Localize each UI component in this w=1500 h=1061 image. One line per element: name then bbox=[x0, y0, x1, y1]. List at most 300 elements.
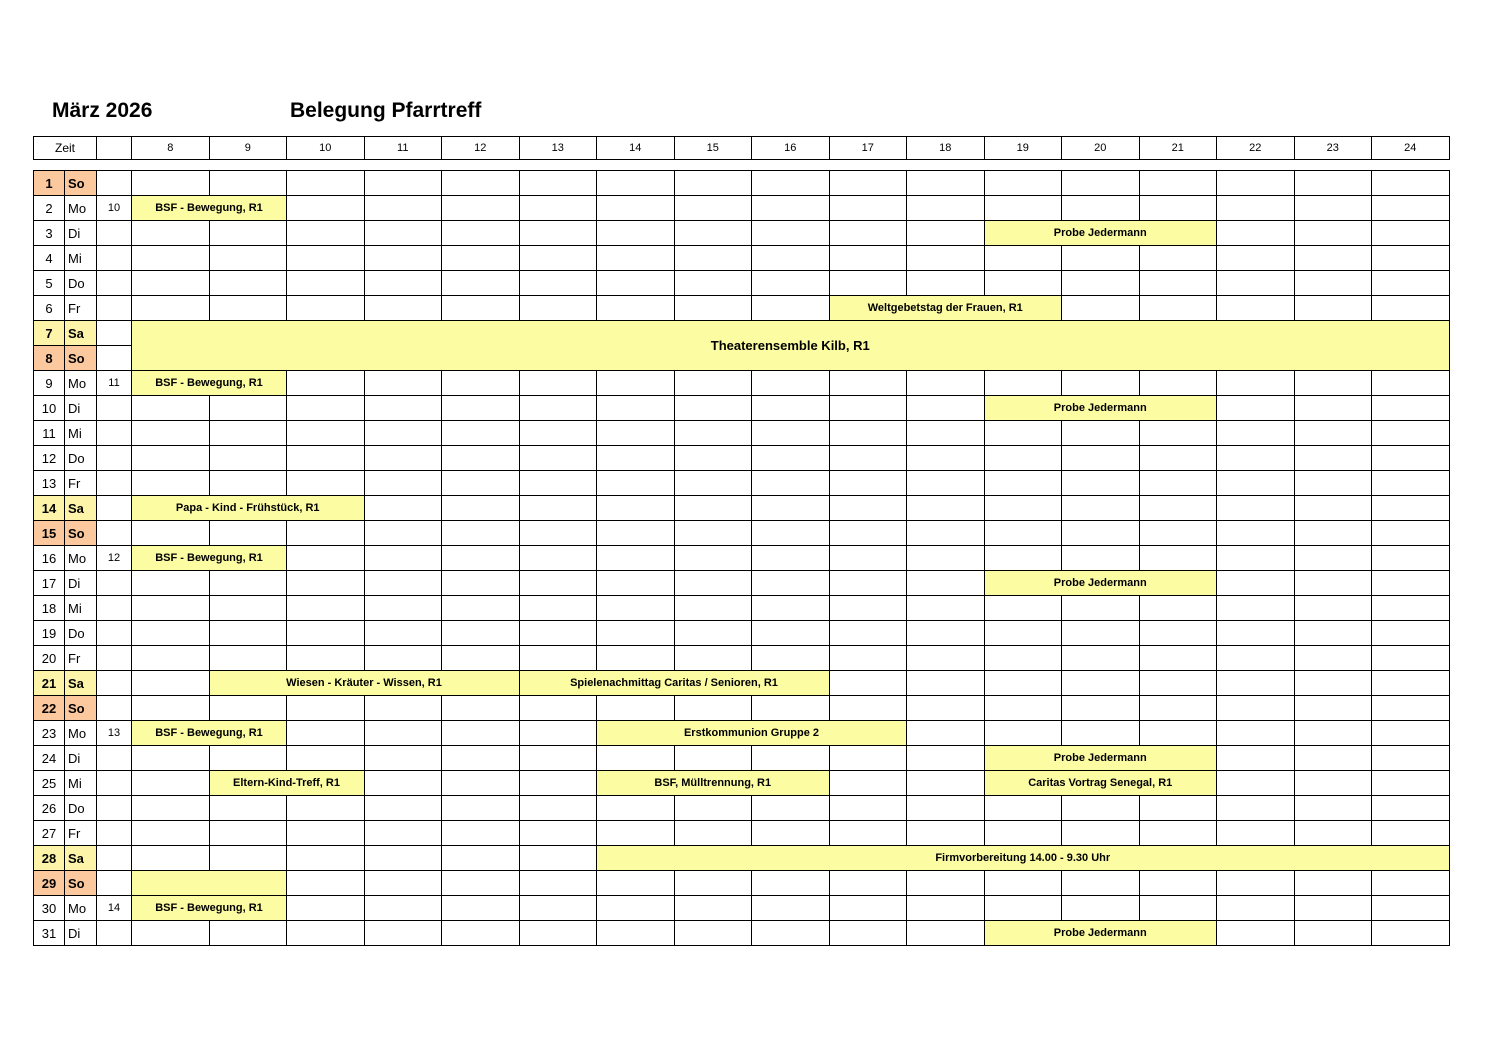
hour-cell[interactable] bbox=[1217, 246, 1295, 271]
hour-cell[interactable] bbox=[132, 271, 210, 296]
hour-cell[interactable] bbox=[287, 871, 365, 896]
hour-cell[interactable] bbox=[1217, 621, 1295, 646]
booking-event[interactable]: Eltern-Kind-Treff, R1 bbox=[209, 771, 364, 796]
hour-cell[interactable] bbox=[519, 546, 597, 571]
hour-cell[interactable] bbox=[209, 596, 287, 621]
hour-cell[interactable] bbox=[1372, 421, 1450, 446]
hour-cell[interactable] bbox=[1372, 296, 1450, 321]
hour-cell[interactable] bbox=[519, 621, 597, 646]
hour-cell[interactable] bbox=[1372, 621, 1450, 646]
hour-cell[interactable] bbox=[364, 846, 442, 871]
hour-cell[interactable] bbox=[287, 371, 365, 396]
hour-cell[interactable] bbox=[674, 196, 752, 221]
hour-cell[interactable] bbox=[519, 821, 597, 846]
hour-cell[interactable] bbox=[752, 696, 830, 721]
hour-cell[interactable] bbox=[984, 721, 1062, 746]
hour-cell[interactable] bbox=[1217, 571, 1295, 596]
hour-cell[interactable] bbox=[829, 896, 907, 921]
hour-cell[interactable] bbox=[209, 746, 287, 771]
hour-cell[interactable] bbox=[829, 696, 907, 721]
hour-cell[interactable] bbox=[1139, 696, 1217, 721]
hour-cell[interactable] bbox=[519, 296, 597, 321]
hour-cell[interactable] bbox=[907, 371, 985, 396]
hour-cell[interactable] bbox=[1372, 821, 1450, 846]
hour-cell[interactable] bbox=[364, 546, 442, 571]
booking-event[interactable]: Probe Jedermann bbox=[984, 396, 1217, 421]
hour-cell[interactable] bbox=[132, 696, 210, 721]
hour-cell[interactable] bbox=[442, 921, 520, 946]
hour-cell[interactable] bbox=[1294, 221, 1372, 246]
hour-cell[interactable] bbox=[907, 696, 985, 721]
hour-cell[interactable] bbox=[287, 196, 365, 221]
hour-cell[interactable] bbox=[674, 271, 752, 296]
hour-cell[interactable] bbox=[674, 546, 752, 571]
hour-cell[interactable] bbox=[442, 721, 520, 746]
hour-cell[interactable] bbox=[752, 396, 830, 421]
hour-cell[interactable] bbox=[364, 296, 442, 321]
hour-cell[interactable] bbox=[597, 471, 675, 496]
hour-cell[interactable] bbox=[674, 446, 752, 471]
hour-cell[interactable] bbox=[1062, 446, 1140, 471]
hour-cell[interactable] bbox=[442, 371, 520, 396]
hour-cell[interactable] bbox=[442, 821, 520, 846]
hour-cell[interactable] bbox=[132, 796, 210, 821]
hour-cell[interactable] bbox=[597, 221, 675, 246]
hour-cell[interactable] bbox=[829, 621, 907, 646]
hour-cell[interactable] bbox=[132, 221, 210, 246]
hour-cell[interactable] bbox=[1139, 496, 1217, 521]
hour-cell[interactable] bbox=[1139, 471, 1217, 496]
hour-cell[interactable] bbox=[752, 821, 830, 846]
hour-cell[interactable] bbox=[907, 621, 985, 646]
booking-event[interactable]: Probe Jedermann bbox=[984, 571, 1217, 596]
hour-cell[interactable] bbox=[1294, 546, 1372, 571]
hour-cell[interactable] bbox=[1139, 421, 1217, 446]
hour-cell[interactable] bbox=[364, 471, 442, 496]
hour-cell[interactable] bbox=[519, 771, 597, 796]
hour-cell[interactable] bbox=[829, 921, 907, 946]
hour-cell[interactable] bbox=[1294, 521, 1372, 546]
hour-cell[interactable] bbox=[287, 621, 365, 646]
hour-cell[interactable] bbox=[752, 371, 830, 396]
hour-cell[interactable] bbox=[1294, 446, 1372, 471]
hour-cell[interactable] bbox=[674, 521, 752, 546]
hour-cell[interactable] bbox=[1139, 246, 1217, 271]
hour-cell[interactable] bbox=[1062, 546, 1140, 571]
hour-cell[interactable] bbox=[1294, 396, 1372, 421]
hour-cell[interactable] bbox=[364, 571, 442, 596]
hour-cell[interactable] bbox=[287, 646, 365, 671]
hour-cell[interactable] bbox=[442, 196, 520, 221]
hour-cell[interactable] bbox=[1294, 371, 1372, 396]
hour-cell[interactable] bbox=[597, 521, 675, 546]
hour-cell[interactable] bbox=[1294, 596, 1372, 621]
hour-cell[interactable] bbox=[442, 546, 520, 571]
hour-cell[interactable] bbox=[1217, 296, 1295, 321]
hour-cell[interactable] bbox=[1139, 821, 1217, 846]
hour-cell[interactable] bbox=[519, 471, 597, 496]
hour-cell[interactable] bbox=[907, 221, 985, 246]
hour-cell[interactable] bbox=[674, 621, 752, 646]
hour-cell[interactable] bbox=[1294, 671, 1372, 696]
hour-cell[interactable] bbox=[752, 871, 830, 896]
hour-cell[interactable] bbox=[1062, 171, 1140, 196]
hour-cell[interactable] bbox=[1217, 921, 1295, 946]
hour-cell[interactable] bbox=[1372, 871, 1450, 896]
hour-cell[interactable] bbox=[1294, 171, 1372, 196]
hour-cell[interactable] bbox=[132, 846, 210, 871]
hour-cell[interactable] bbox=[364, 921, 442, 946]
hour-cell[interactable] bbox=[829, 246, 907, 271]
hour-cell[interactable] bbox=[1294, 746, 1372, 771]
hour-cell[interactable] bbox=[1294, 696, 1372, 721]
hour-cell[interactable] bbox=[519, 746, 597, 771]
hour-cell[interactable] bbox=[597, 746, 675, 771]
booking-event[interactable]: BSF - Bewegung, R1 bbox=[132, 546, 287, 571]
hour-cell[interactable] bbox=[1062, 271, 1140, 296]
hour-cell[interactable] bbox=[1217, 721, 1295, 746]
hour-cell[interactable] bbox=[984, 471, 1062, 496]
hour-cell[interactable] bbox=[442, 571, 520, 596]
hour-cell[interactable] bbox=[364, 721, 442, 746]
hour-cell[interactable] bbox=[209, 246, 287, 271]
hour-cell[interactable] bbox=[364, 221, 442, 246]
hour-cell[interactable] bbox=[597, 496, 675, 521]
hour-cell[interactable] bbox=[984, 896, 1062, 921]
hour-cell[interactable] bbox=[1139, 296, 1217, 321]
hour-cell[interactable] bbox=[752, 471, 830, 496]
hour-cell[interactable] bbox=[442, 846, 520, 871]
hour-cell[interactable] bbox=[1139, 546, 1217, 571]
hour-cell[interactable] bbox=[1217, 596, 1295, 621]
hour-cell[interactable] bbox=[209, 646, 287, 671]
hour-cell[interactable] bbox=[132, 421, 210, 446]
hour-cell[interactable] bbox=[752, 896, 830, 921]
hour-cell[interactable] bbox=[674, 246, 752, 271]
hour-cell[interactable] bbox=[1217, 746, 1295, 771]
booking-event[interactable]: BSF, Mülltrennung, R1 bbox=[597, 771, 830, 796]
hour-cell[interactable] bbox=[132, 646, 210, 671]
hour-cell[interactable] bbox=[442, 296, 520, 321]
hour-cell[interactable] bbox=[1372, 921, 1450, 946]
hour-cell[interactable] bbox=[597, 446, 675, 471]
hour-cell[interactable] bbox=[674, 421, 752, 446]
hour-cell[interactable] bbox=[829, 446, 907, 471]
hour-cell[interactable] bbox=[1062, 246, 1140, 271]
hour-cell[interactable] bbox=[597, 696, 675, 721]
hour-cell[interactable] bbox=[132, 571, 210, 596]
hour-cell[interactable] bbox=[209, 571, 287, 596]
hour-cell[interactable] bbox=[1294, 271, 1372, 296]
hour-cell[interactable] bbox=[1062, 621, 1140, 646]
hour-cell[interactable] bbox=[519, 496, 597, 521]
hour-cell[interactable] bbox=[907, 896, 985, 921]
hour-cell[interactable] bbox=[984, 521, 1062, 546]
hour-cell[interactable] bbox=[829, 821, 907, 846]
hour-cell[interactable] bbox=[752, 496, 830, 521]
hour-cell[interactable] bbox=[519, 396, 597, 421]
hour-cell[interactable] bbox=[364, 621, 442, 646]
hour-cell[interactable] bbox=[1217, 821, 1295, 846]
hour-cell[interactable] bbox=[1372, 521, 1450, 546]
hour-cell[interactable] bbox=[597, 421, 675, 446]
hour-cell[interactable] bbox=[1294, 721, 1372, 746]
hour-cell[interactable] bbox=[1372, 271, 1450, 296]
hour-cell[interactable] bbox=[907, 721, 985, 746]
hour-cell[interactable] bbox=[209, 271, 287, 296]
hour-cell[interactable] bbox=[364, 246, 442, 271]
hour-cell[interactable] bbox=[287, 796, 365, 821]
hour-cell[interactable] bbox=[674, 571, 752, 596]
hour-cell[interactable] bbox=[519, 246, 597, 271]
hour-cell[interactable] bbox=[209, 796, 287, 821]
hour-cell[interactable] bbox=[519, 196, 597, 221]
hour-cell[interactable] bbox=[442, 246, 520, 271]
hour-cell[interactable] bbox=[519, 271, 597, 296]
hour-cell[interactable] bbox=[1372, 221, 1450, 246]
hour-cell[interactable] bbox=[597, 196, 675, 221]
hour-cell[interactable] bbox=[752, 196, 830, 221]
hour-cell[interactable] bbox=[829, 746, 907, 771]
hour-cell[interactable] bbox=[1062, 646, 1140, 671]
hour-cell[interactable] bbox=[829, 571, 907, 596]
hour-cell[interactable] bbox=[829, 196, 907, 221]
hour-cell[interactable] bbox=[1139, 621, 1217, 646]
hour-cell[interactable] bbox=[907, 471, 985, 496]
hour-cell[interactable] bbox=[1062, 871, 1140, 896]
hour-cell[interactable] bbox=[597, 921, 675, 946]
hour-cell[interactable] bbox=[829, 471, 907, 496]
hour-cell[interactable] bbox=[752, 171, 830, 196]
hour-cell[interactable] bbox=[1217, 771, 1295, 796]
hour-cell[interactable] bbox=[984, 546, 1062, 571]
hour-cell[interactable] bbox=[674, 746, 752, 771]
hour-cell[interactable] bbox=[1062, 421, 1140, 446]
hour-cell[interactable] bbox=[674, 496, 752, 521]
hour-cell[interactable] bbox=[752, 221, 830, 246]
hour-cell[interactable] bbox=[752, 921, 830, 946]
booking-event[interactable]: BSF - Bewegung, R1 bbox=[132, 196, 287, 221]
hour-cell[interactable] bbox=[597, 396, 675, 421]
hour-cell[interactable] bbox=[674, 471, 752, 496]
hour-cell[interactable] bbox=[209, 296, 287, 321]
hour-cell[interactable] bbox=[907, 746, 985, 771]
hour-cell[interactable] bbox=[1372, 471, 1450, 496]
hour-cell[interactable] bbox=[132, 246, 210, 271]
hour-cell[interactable] bbox=[752, 521, 830, 546]
hour-cell[interactable] bbox=[442, 621, 520, 646]
hour-cell[interactable] bbox=[829, 371, 907, 396]
hour-cell[interactable] bbox=[519, 221, 597, 246]
hour-cell[interactable] bbox=[1062, 821, 1140, 846]
hour-cell[interactable] bbox=[984, 596, 1062, 621]
hour-cell[interactable] bbox=[287, 596, 365, 621]
hour-cell[interactable] bbox=[519, 446, 597, 471]
hour-cell[interactable] bbox=[674, 696, 752, 721]
hour-cell[interactable] bbox=[984, 421, 1062, 446]
hour-cell[interactable] bbox=[442, 521, 520, 546]
hour-cell[interactable] bbox=[287, 921, 365, 946]
hour-cell[interactable] bbox=[674, 821, 752, 846]
hour-cell[interactable] bbox=[132, 746, 210, 771]
hour-cell[interactable] bbox=[209, 396, 287, 421]
hour-cell[interactable] bbox=[907, 546, 985, 571]
hour-cell[interactable] bbox=[1217, 671, 1295, 696]
hour-cell[interactable] bbox=[1372, 446, 1450, 471]
hour-cell[interactable] bbox=[674, 396, 752, 421]
hour-cell[interactable] bbox=[674, 796, 752, 821]
hour-cell[interactable] bbox=[287, 521, 365, 546]
hour-cell[interactable] bbox=[597, 596, 675, 621]
booking-event[interactable]: Theaterensemble Kilb, R1 bbox=[132, 321, 1450, 371]
hour-cell[interactable] bbox=[1139, 896, 1217, 921]
booking-event[interactable]: Weltgebetstag der Frauen, R1 bbox=[829, 296, 1062, 321]
hour-cell[interactable] bbox=[984, 696, 1062, 721]
hour-cell[interactable] bbox=[1294, 896, 1372, 921]
hour-cell[interactable] bbox=[1062, 721, 1140, 746]
hour-cell[interactable] bbox=[442, 421, 520, 446]
hour-cell[interactable] bbox=[907, 171, 985, 196]
hour-cell[interactable] bbox=[209, 821, 287, 846]
hour-cell[interactable] bbox=[1217, 221, 1295, 246]
hour-cell[interactable] bbox=[829, 221, 907, 246]
hour-cell[interactable] bbox=[907, 571, 985, 596]
hour-cell[interactable] bbox=[752, 596, 830, 621]
hour-cell[interactable] bbox=[519, 371, 597, 396]
hour-cell[interactable] bbox=[442, 171, 520, 196]
hour-cell[interactable] bbox=[1294, 796, 1372, 821]
hour-cell[interactable] bbox=[364, 521, 442, 546]
hour-cell[interactable] bbox=[829, 596, 907, 621]
hour-cell[interactable] bbox=[1217, 396, 1295, 421]
hour-cell[interactable] bbox=[442, 221, 520, 246]
hour-cell[interactable] bbox=[907, 421, 985, 446]
hour-cell[interactable] bbox=[364, 896, 442, 921]
hour-cell[interactable] bbox=[364, 196, 442, 221]
hour-cell[interactable] bbox=[984, 821, 1062, 846]
hour-cell[interactable] bbox=[829, 771, 907, 796]
hour-cell[interactable] bbox=[364, 746, 442, 771]
hour-cell[interactable] bbox=[984, 446, 1062, 471]
hour-cell[interactable] bbox=[209, 446, 287, 471]
hour-cell[interactable] bbox=[829, 496, 907, 521]
hour-cell[interactable] bbox=[364, 646, 442, 671]
hour-cell[interactable] bbox=[1217, 546, 1295, 571]
booking-event[interactable]: Wiesen - Kräuter - Wissen, R1 bbox=[209, 671, 519, 696]
hour-cell[interactable] bbox=[1372, 646, 1450, 671]
hour-cell[interactable] bbox=[287, 821, 365, 846]
hour-cell[interactable] bbox=[597, 821, 675, 846]
hour-cell[interactable] bbox=[1217, 646, 1295, 671]
hour-cell[interactable] bbox=[1139, 171, 1217, 196]
hour-cell[interactable] bbox=[984, 496, 1062, 521]
hour-cell[interactable] bbox=[519, 921, 597, 946]
hour-cell[interactable] bbox=[1139, 596, 1217, 621]
hour-cell[interactable] bbox=[907, 771, 985, 796]
hour-cell[interactable] bbox=[984, 621, 1062, 646]
hour-cell[interactable] bbox=[209, 471, 287, 496]
hour-cell[interactable] bbox=[364, 271, 442, 296]
hour-cell[interactable] bbox=[132, 446, 210, 471]
booking-event[interactable]: BSF - Bewegung, R1 bbox=[132, 896, 287, 921]
hour-cell[interactable] bbox=[364, 396, 442, 421]
hour-cell[interactable] bbox=[829, 421, 907, 446]
hour-cell[interactable] bbox=[1217, 271, 1295, 296]
hour-cell[interactable] bbox=[132, 671, 210, 696]
hour-cell[interactable] bbox=[1372, 171, 1450, 196]
hour-cell[interactable] bbox=[752, 421, 830, 446]
hour-cell[interactable] bbox=[209, 846, 287, 871]
hour-cell[interactable] bbox=[519, 796, 597, 821]
hour-cell[interactable] bbox=[984, 871, 1062, 896]
hour-cell[interactable] bbox=[674, 296, 752, 321]
hour-cell[interactable] bbox=[1139, 196, 1217, 221]
hour-cell[interactable] bbox=[984, 196, 1062, 221]
hour-cell[interactable] bbox=[1217, 471, 1295, 496]
hour-cell[interactable] bbox=[287, 271, 365, 296]
hour-cell[interactable] bbox=[519, 571, 597, 596]
hour-cell[interactable] bbox=[907, 246, 985, 271]
hour-cell[interactable] bbox=[829, 521, 907, 546]
hour-cell[interactable] bbox=[752, 246, 830, 271]
hour-cell[interactable] bbox=[674, 871, 752, 896]
hour-cell[interactable] bbox=[442, 471, 520, 496]
hour-cell[interactable] bbox=[132, 621, 210, 646]
hour-cell[interactable] bbox=[1139, 271, 1217, 296]
hour-cell[interactable] bbox=[287, 471, 365, 496]
hour-cell[interactable] bbox=[287, 696, 365, 721]
hour-cell[interactable] bbox=[984, 796, 1062, 821]
hour-cell[interactable] bbox=[209, 221, 287, 246]
hour-cell[interactable] bbox=[752, 646, 830, 671]
hour-cell[interactable] bbox=[1372, 671, 1450, 696]
hour-cell[interactable] bbox=[907, 521, 985, 546]
hour-cell[interactable] bbox=[287, 396, 365, 421]
hour-cell[interactable] bbox=[1372, 546, 1450, 571]
hour-cell[interactable] bbox=[829, 671, 907, 696]
hour-cell[interactable] bbox=[364, 496, 442, 521]
hour-cell[interactable] bbox=[442, 596, 520, 621]
hour-cell[interactable] bbox=[752, 546, 830, 571]
hour-cell[interactable] bbox=[1062, 671, 1140, 696]
hour-cell[interactable] bbox=[287, 171, 365, 196]
hour-cell[interactable] bbox=[209, 521, 287, 546]
hour-cell[interactable] bbox=[1217, 521, 1295, 546]
hour-cell[interactable] bbox=[519, 846, 597, 871]
hour-cell[interactable] bbox=[1217, 421, 1295, 446]
hour-cell[interactable] bbox=[442, 271, 520, 296]
hour-cell[interactable] bbox=[984, 246, 1062, 271]
hour-cell[interactable] bbox=[1217, 871, 1295, 896]
hour-cell[interactable] bbox=[1294, 496, 1372, 521]
hour-cell[interactable] bbox=[752, 296, 830, 321]
hour-cell[interactable] bbox=[1217, 796, 1295, 821]
hour-cell[interactable] bbox=[1294, 421, 1372, 446]
hour-cell[interactable] bbox=[1062, 596, 1140, 621]
hour-cell[interactable] bbox=[442, 896, 520, 921]
hour-cell[interactable] bbox=[1294, 196, 1372, 221]
hour-cell[interactable] bbox=[752, 796, 830, 821]
hour-cell[interactable] bbox=[287, 546, 365, 571]
hour-cell[interactable] bbox=[1294, 471, 1372, 496]
hour-cell[interactable] bbox=[1372, 246, 1450, 271]
hour-cell[interactable] bbox=[829, 796, 907, 821]
hour-cell[interactable] bbox=[907, 271, 985, 296]
hour-cell[interactable] bbox=[209, 921, 287, 946]
hour-cell[interactable] bbox=[907, 446, 985, 471]
hour-cell[interactable] bbox=[1217, 446, 1295, 471]
hour-cell[interactable] bbox=[1139, 521, 1217, 546]
